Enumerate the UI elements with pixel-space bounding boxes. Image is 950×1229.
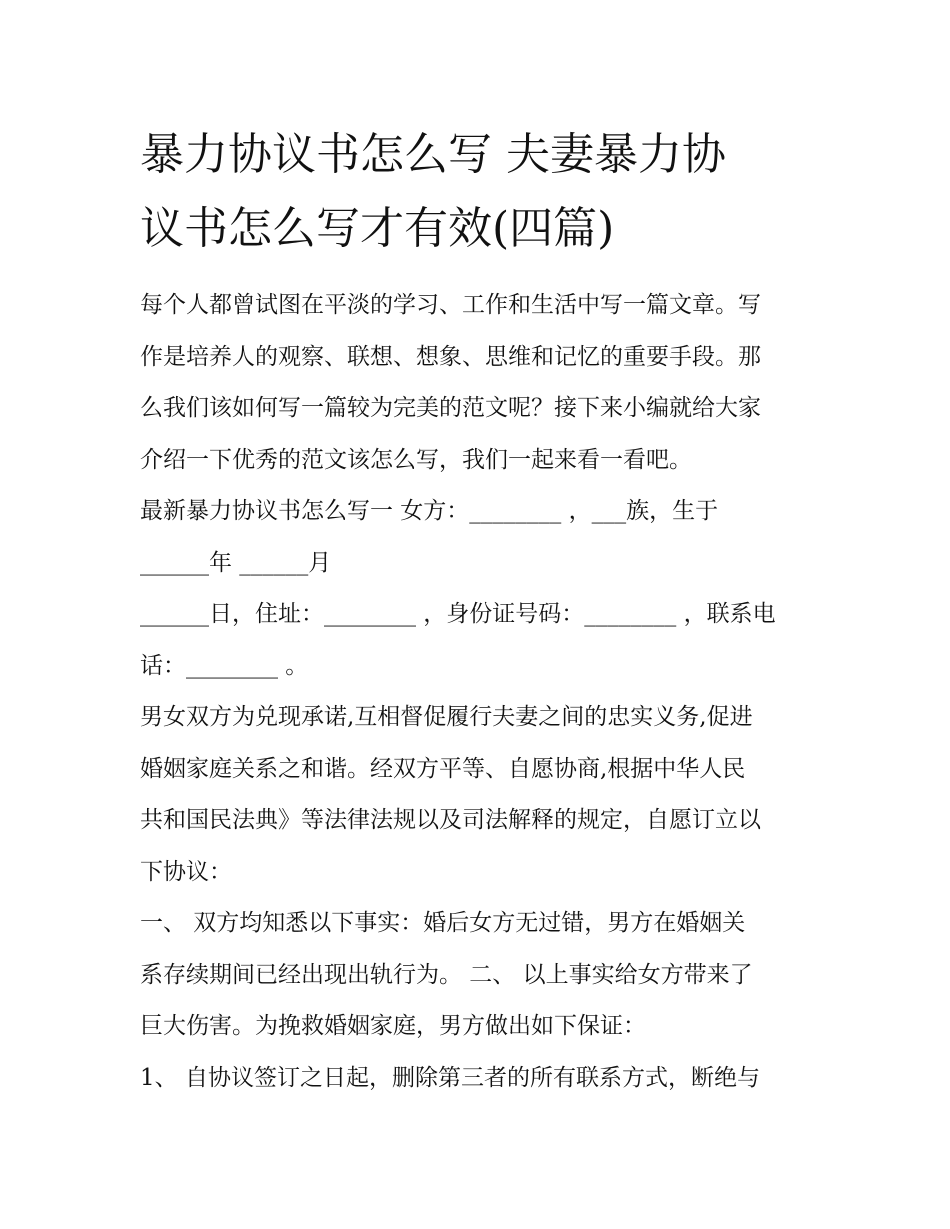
intro-line-1: 每个人都曾试图在平淡的学习、工作和生活中写一篇文章。写: [140, 292, 761, 318]
clause-line-3: 巨大伤害。为挽救婚姻家庭，男方做出如下保证：: [140, 1013, 646, 1039]
clause-line-4: 1、 自协议签订之日起，删除第三者的所有联系方式，断绝与: [140, 1064, 760, 1091]
party-info-line-1: 最新暴力协议书怎么写一 女方：________ ，___族，生于: [140, 498, 719, 524]
intro-line-3: 么我们该如何写一篇较为完美的范文呢？接下来小编就给大家: [140, 395, 761, 421]
document-title: [140, 118, 820, 266]
party-info-line-4: 话：________ 。: [140, 652, 309, 679]
party-info-line-2: ______年 ______月: [140, 549, 332, 576]
document-body: [140, 280, 820, 1104]
clause-line-2: 系存续期间已经出现出轨行为。 二、 以上事实给女方带来了: [140, 961, 753, 988]
preamble-line-2: 婚姻家庭关系之和谐。经双方平等、自愿协商,根据中华人民: [140, 755, 746, 782]
clause-line-1: 一、 双方均知悉以下事实：婚后女方无过错，男方在婚姻关: [140, 910, 746, 936]
preamble-line-4: 下协议：: [140, 858, 232, 885]
party-info-line-3: ______日，住址：________ ，身份证号码：________ ，联系电: [140, 601, 776, 627]
title-line-1: 暴力协议书怎么写 夫妻暴力协: [140, 129, 726, 180]
preamble-line-3: 共和国民法典》等法律法规以及司法解释的规定，自愿订立以: [140, 807, 761, 833]
intro-line-4: 介绍一下优秀的范文该怎么写，我们一起来看一看吧。: [140, 446, 692, 473]
intro-line-2: 作是培养人的观察、联想、想象、思维和记忆的重要手段。那: [140, 343, 761, 370]
title-line-2: 议书怎么写才有效(四篇): [140, 203, 615, 254]
preamble-line-1: 男女双方为兑现承诺,互相督促履行夫妻之间的忠实义务,促进: [140, 704, 753, 730]
